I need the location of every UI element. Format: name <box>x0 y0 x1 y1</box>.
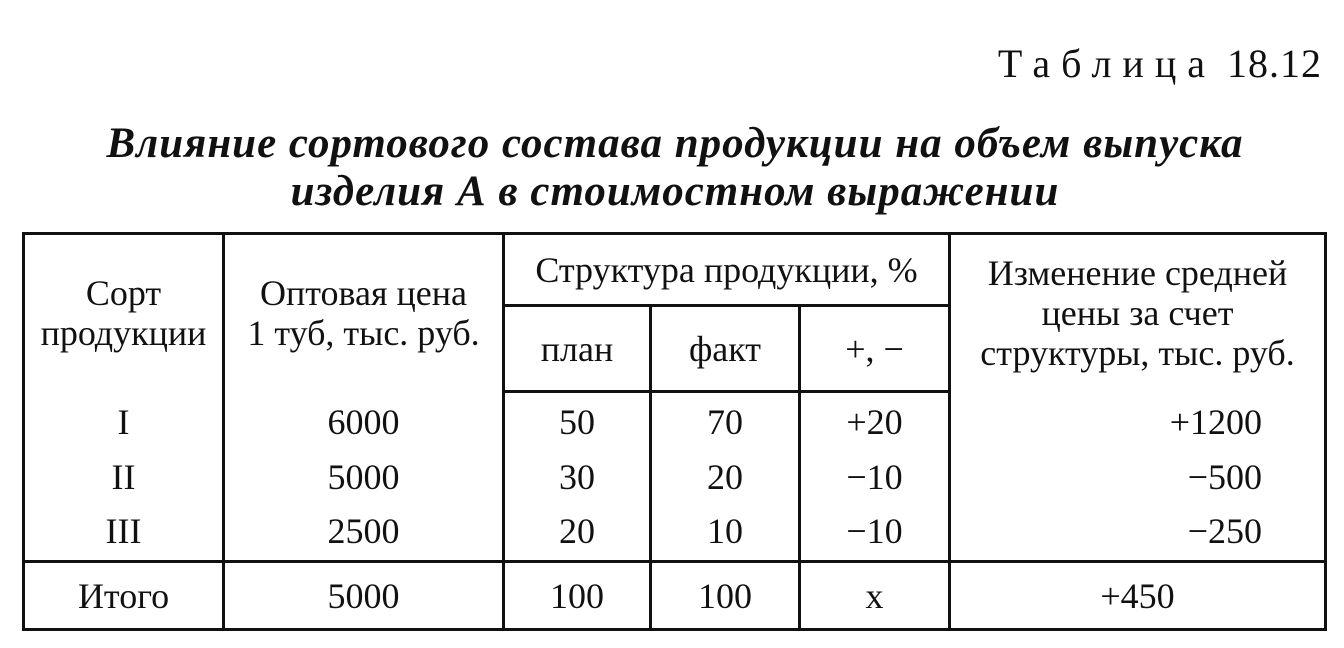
total-change: +450 <box>950 562 1326 630</box>
table-title-line-1: Влияние сортового состава продукции на объем выпуска <box>106 120 1244 167</box>
header-grade <box>24 234 224 392</box>
header-price-line-2: 1 туб, тыс. руб. <box>247 313 480 354</box>
data-table <box>22 232 1327 631</box>
cell-fact: 20 <box>651 452 800 502</box>
header-grade-line-1: Сорт <box>85 273 162 314</box>
header-grade-line-2: продукции <box>40 313 207 354</box>
table-row <box>24 452 1326 502</box>
total-grade: Итого <box>24 562 224 630</box>
total-price: 5000 <box>224 562 504 630</box>
table-row <box>24 502 1326 562</box>
cell-change: −250 <box>950 502 1326 562</box>
total-diff: x <box>800 562 950 630</box>
cell-change: −500 <box>950 452 1326 502</box>
cell-diff: +20 <box>800 392 950 452</box>
table-title-line-2: изделия А в стоимостном выражении <box>290 168 1060 215</box>
header-change-line-1: Изменение средней <box>987 253 1288 294</box>
cell-diff: −10 <box>800 452 950 502</box>
cell-price: 6000 <box>224 392 504 452</box>
header-fact: факт <box>651 306 800 392</box>
cell-grade: I <box>24 392 224 452</box>
cell-price: 2500 <box>224 502 504 562</box>
header-structure: Структура продукции, % <box>504 234 950 306</box>
cell-fact: 70 <box>651 392 800 452</box>
cell-plan: 30 <box>504 452 651 502</box>
table-total-row <box>24 562 1326 630</box>
table-title <box>30 120 1320 216</box>
table-row <box>24 392 1326 452</box>
cell-grade: II <box>24 452 224 502</box>
table-label-number: 18.12 <box>1227 41 1322 86</box>
cell-plan: 20 <box>504 502 651 562</box>
header-change-line-2: цены за счет <box>1041 293 1234 334</box>
cell-plan: 50 <box>504 392 651 452</box>
table-number-label <box>998 40 1322 87</box>
total-fact: 100 <box>651 562 800 630</box>
header-plan: план <box>504 306 651 392</box>
header-change <box>950 234 1326 392</box>
header-price <box>224 234 504 392</box>
header-price-line-1: Оптовая цена <box>259 273 468 314</box>
cell-diff: −10 <box>800 502 950 562</box>
cell-price: 5000 <box>224 452 504 502</box>
table-label-word: Таблица <box>997 41 1216 86</box>
cell-grade: III <box>24 502 224 562</box>
cell-change: +1200 <box>950 392 1326 452</box>
total-plan: 100 <box>504 562 651 630</box>
header-diff: +, − <box>800 306 950 392</box>
cell-fact: 10 <box>651 502 800 562</box>
header-change-line-3: структуры, тыс. руб. <box>980 333 1295 374</box>
